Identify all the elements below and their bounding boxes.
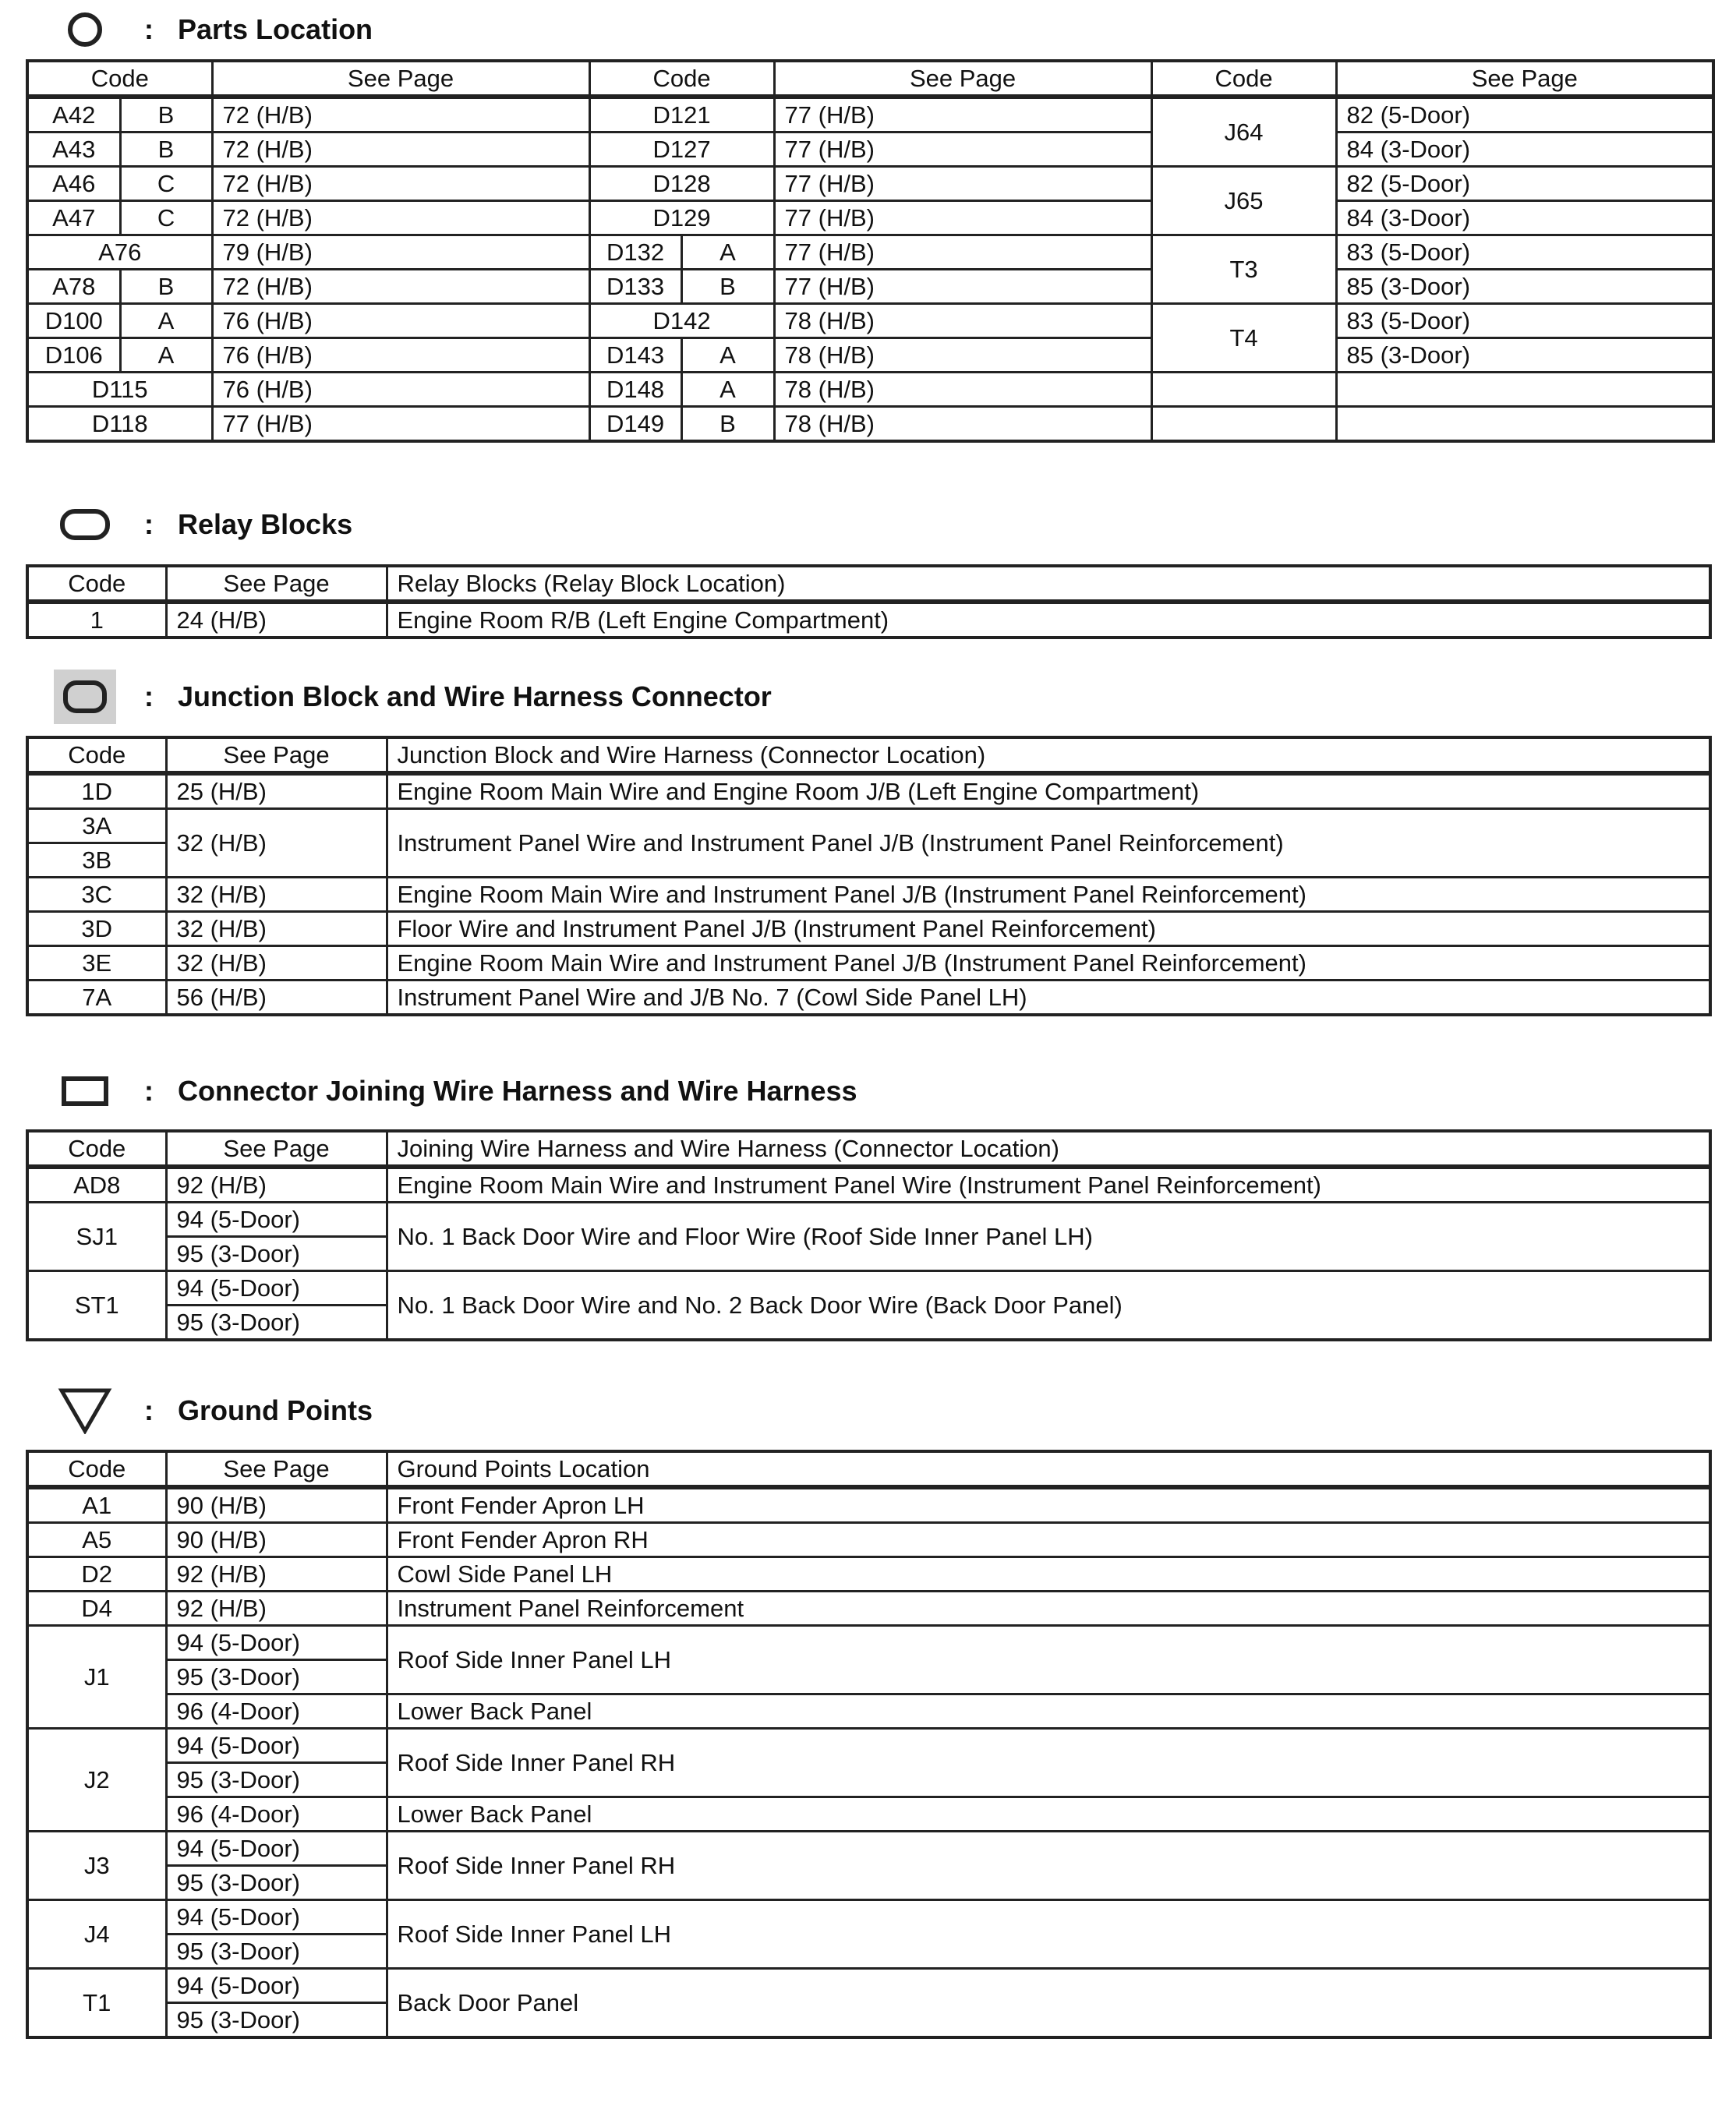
table-cell: 95 (3-Door) xyxy=(166,1306,387,1341)
triangle-down-icon xyxy=(54,1387,116,1434)
code-cell: D148 xyxy=(589,373,681,407)
header-location: Junction Block and Wire Harness (Connector Location) xyxy=(387,737,1710,773)
rounded-rectangle-icon xyxy=(54,501,116,548)
parts-location-table xyxy=(26,59,1715,443)
code-cell: A43 xyxy=(27,133,120,167)
section-title: Relay Blocks xyxy=(178,508,353,540)
code-cell: D127 xyxy=(589,133,774,167)
table-cell: 94 (5-Door) xyxy=(166,1729,387,1763)
see-page-cell: 85 (3-Door) xyxy=(1336,338,1713,373)
table-cell: Roof Side Inner Panel LH xyxy=(387,1900,1710,1969)
table-cell: 96 (4-Door) xyxy=(166,1694,387,1729)
table-row xyxy=(27,270,1713,304)
table-cell: 94 (5-Door) xyxy=(166,1626,387,1660)
code-cell: J64 xyxy=(1151,97,1336,167)
see-page-cell: 77 (H/B) xyxy=(212,407,589,442)
table-cell: 95 (3-Door) xyxy=(166,1237,387,1271)
header-code: Code xyxy=(27,566,166,602)
see-page-cell: 72 (H/B) xyxy=(212,201,589,235)
table-cell: 96 (4-Door) xyxy=(166,1797,387,1832)
sub-code-cell: A xyxy=(681,338,774,373)
table-cell: J4 xyxy=(27,1900,166,1969)
rectangle-icon xyxy=(54,1068,116,1115)
see-page-cell: 76 (H/B) xyxy=(212,373,589,407)
sub-code-cell: A xyxy=(681,235,774,270)
header-row xyxy=(27,737,1710,773)
code-cell: D121 xyxy=(589,97,774,133)
code-cell: D129 xyxy=(589,201,774,235)
code-cell: D142 xyxy=(589,304,774,338)
header-row xyxy=(27,1451,1710,1487)
table-cell: Cowl Side Panel LH xyxy=(387,1557,1710,1592)
see-page-cell: 78 (H/B) xyxy=(774,407,1151,442)
see-page-cell: 76 (H/B) xyxy=(212,304,589,338)
header-see-page: See Page xyxy=(166,1451,387,1487)
code-cell: A47 xyxy=(27,201,120,235)
table-cell: 92 (H/B) xyxy=(166,1557,387,1592)
see-page-cell: 77 (H/B) xyxy=(774,167,1151,201)
header-row xyxy=(27,566,1710,602)
table-cell: Roof Side Inner Panel RH xyxy=(387,1832,1710,1900)
table-row xyxy=(27,946,1710,981)
colon: : xyxy=(144,1394,154,1426)
see-page-cell: 82 (5-Door) xyxy=(1336,167,1713,201)
code-cell: D100 xyxy=(27,304,120,338)
table-row xyxy=(27,1271,1710,1306)
header-code: Code xyxy=(27,1131,166,1167)
table-cell: 95 (3-Door) xyxy=(166,1660,387,1694)
table-cell: 32 (H/B) xyxy=(166,912,387,946)
sub-code-cell: A xyxy=(120,304,212,338)
table-row xyxy=(27,373,1713,407)
header-code: Code xyxy=(27,737,166,773)
section-title: Parts Location xyxy=(178,13,373,45)
see-page-cell: 78 (H/B) xyxy=(774,338,1151,373)
see-page-cell: 78 (H/B) xyxy=(774,304,1151,338)
code-cell: A42 xyxy=(27,97,120,133)
table-cell: AD8 xyxy=(27,1167,166,1203)
table-cell: 25 (H/B) xyxy=(166,773,387,809)
connector-joining-table xyxy=(26,1129,1712,1341)
table-cell: Instrument Panel Reinforcement xyxy=(387,1592,1710,1626)
table-row xyxy=(27,1694,1710,1729)
sub-code-cell: C xyxy=(120,201,212,235)
code-cell xyxy=(1151,373,1336,407)
header-see-page: See Page xyxy=(1336,61,1713,97)
table-cell: 3A xyxy=(27,809,166,843)
header-code: Code xyxy=(589,61,774,97)
table-cell: 94 (5-Door) xyxy=(166,1969,387,2003)
header-location: Ground Points Location xyxy=(387,1451,1710,1487)
table-row xyxy=(27,1167,1710,1203)
code-cell: D115 xyxy=(27,373,212,407)
table-cell: 92 (H/B) xyxy=(166,1167,387,1203)
colon: : xyxy=(144,508,154,540)
header-see-page: See Page xyxy=(212,61,589,97)
table-row xyxy=(27,1557,1710,1592)
table-row xyxy=(27,133,1713,167)
see-page-cell: 77 (H/B) xyxy=(774,270,1151,304)
see-page-cell: 82 (5-Door) xyxy=(1336,97,1713,133)
table-cell: Lower Back Panel xyxy=(387,1797,1710,1832)
code-cell: D106 xyxy=(27,338,120,373)
table-cell: 90 (H/B) xyxy=(166,1487,387,1523)
table-row xyxy=(27,1626,1710,1660)
sub-code-cell: B xyxy=(681,270,774,304)
table-cell: Engine Room R/B (Left Engine Compartment) xyxy=(387,602,1710,638)
circle-icon xyxy=(54,6,116,53)
table-row xyxy=(27,167,1713,201)
code-cell: D143 xyxy=(589,338,681,373)
table-cell: No. 1 Back Door Wire and No. 2 Back Door Wire (Back Door Panel) xyxy=(387,1271,1710,1341)
shaded-rounded-square-icon xyxy=(54,670,116,724)
table-row xyxy=(27,338,1713,373)
table-cell: Instrument Panel Wire and J/B No. 7 (Cowl Side Panel LH) xyxy=(387,981,1710,1016)
table-cell: Front Fender Apron LH xyxy=(387,1487,1710,1523)
table-cell: No. 1 Back Door Wire and Floor Wire (Roof Side Inner Panel LH) xyxy=(387,1203,1710,1271)
table-row xyxy=(27,1969,1710,2003)
table-cell: 56 (H/B) xyxy=(166,981,387,1016)
header-see-page: See Page xyxy=(166,737,387,773)
table-cell: 3B xyxy=(27,843,166,878)
sub-code-cell: A xyxy=(681,373,774,407)
code-cell: A78 xyxy=(27,270,120,304)
code-cell: T4 xyxy=(1151,304,1336,373)
colon: : xyxy=(144,680,154,712)
header-code: Code xyxy=(27,61,212,97)
table-cell: Roof Side Inner Panel LH xyxy=(387,1626,1710,1694)
code-cell: T3 xyxy=(1151,235,1336,304)
table-row xyxy=(27,1797,1710,1832)
table-cell: Lower Back Panel xyxy=(387,1694,1710,1729)
see-page-cell: 77 (H/B) xyxy=(774,133,1151,167)
code-cell: D132 xyxy=(589,235,681,270)
table-cell: 3D xyxy=(27,912,166,946)
see-page-cell: 72 (H/B) xyxy=(212,133,589,167)
table-cell: 94 (5-Door) xyxy=(166,1271,387,1306)
code-cell: A76 xyxy=(27,235,212,270)
table-cell: 94 (5-Door) xyxy=(166,1900,387,1935)
ground-points-table xyxy=(26,1450,1712,2039)
section-title: Connector Joining Wire Harness and Wire Harness xyxy=(178,1075,857,1107)
colon: : xyxy=(144,13,154,45)
sub-code-cell: B xyxy=(120,270,212,304)
table-cell: Engine Room Main Wire and Engine Room J/B (Left Engine Compartment) xyxy=(387,773,1710,809)
table-cell: A1 xyxy=(27,1487,166,1523)
table-cell: Roof Side Inner Panel RH xyxy=(387,1729,1710,1797)
see-page-cell: 72 (H/B) xyxy=(212,97,589,133)
table-cell: 92 (H/B) xyxy=(166,1592,387,1626)
sub-code-cell: C xyxy=(120,167,212,201)
table-cell: 32 (H/B) xyxy=(166,878,387,912)
table-cell: J2 xyxy=(27,1729,166,1832)
table-cell: Engine Room Main Wire and Instrument Panel J/B (Instrument Panel Reinforcement) xyxy=(387,946,1710,981)
see-page-cell: 79 (H/B) xyxy=(212,235,589,270)
table-row xyxy=(27,981,1710,1016)
table-cell: Front Fender Apron RH xyxy=(387,1523,1710,1557)
code-cell: D128 xyxy=(589,167,774,201)
see-page-cell: 72 (H/B) xyxy=(212,167,589,201)
header-code: Code xyxy=(1151,61,1336,97)
table-cell: 24 (H/B) xyxy=(166,602,387,638)
table-row xyxy=(27,1592,1710,1626)
header-location: Joining Wire Harness and Wire Harness (Connector Location) xyxy=(387,1131,1710,1167)
table-row xyxy=(27,1832,1710,1866)
see-page-cell: 85 (3-Door) xyxy=(1336,270,1713,304)
see-page-cell: 83 (5-Door) xyxy=(1336,304,1713,338)
table-cell: SJ1 xyxy=(27,1203,166,1271)
see-page-cell: 77 (H/B) xyxy=(774,201,1151,235)
relay-blocks-table xyxy=(26,564,1712,639)
section-title: Ground Points xyxy=(178,1394,373,1426)
table-cell: T1 xyxy=(27,1969,166,2038)
table-row xyxy=(27,1523,1710,1557)
table-cell: 32 (H/B) xyxy=(166,946,387,981)
header-see-page: See Page xyxy=(166,1131,387,1167)
table-row xyxy=(27,201,1713,235)
table-row xyxy=(27,912,1710,946)
table-cell: Instrument Panel Wire and Instrument Panel J/B (Instrument Panel Reinforcement) xyxy=(387,809,1710,878)
table-cell: 95 (3-Door) xyxy=(166,1935,387,1969)
code-cell: A46 xyxy=(27,167,120,201)
see-page-cell: 77 (H/B) xyxy=(774,97,1151,133)
table-cell: D4 xyxy=(27,1592,166,1626)
header-see-page: See Page xyxy=(774,61,1151,97)
table-cell: 1D xyxy=(27,773,166,809)
sub-code-cell: B xyxy=(120,97,212,133)
table-row xyxy=(27,878,1710,912)
code-cell xyxy=(1151,407,1336,442)
table-cell: J1 xyxy=(27,1626,166,1729)
table-row xyxy=(27,407,1713,442)
table-cell: J3 xyxy=(27,1832,166,1900)
see-page-cell xyxy=(1336,373,1713,407)
see-page-cell: 84 (3-Door) xyxy=(1336,201,1713,235)
table-cell: ST1 xyxy=(27,1271,166,1341)
table-row xyxy=(27,602,1710,638)
table-cell: D2 xyxy=(27,1557,166,1592)
table-cell: A5 xyxy=(27,1523,166,1557)
table-row xyxy=(27,1900,1710,1935)
sub-code-cell: B xyxy=(120,133,212,167)
table-cell: 94 (5-Door) xyxy=(166,1203,387,1237)
section-title: Junction Block and Wire Harness Connector xyxy=(178,680,772,712)
table-cell: Floor Wire and Instrument Panel J/B (Instrument Panel Reinforcement) xyxy=(387,912,1710,946)
header-see-page: See Page xyxy=(166,566,387,602)
header-location: Relay Blocks (Relay Block Location) xyxy=(387,566,1710,602)
see-page-cell: 72 (H/B) xyxy=(212,270,589,304)
code-cell: D118 xyxy=(27,407,212,442)
table-cell: 95 (3-Door) xyxy=(166,1866,387,1900)
sub-code-cell: B xyxy=(681,407,774,442)
see-page-cell: 77 (H/B) xyxy=(774,235,1151,270)
table-row xyxy=(27,1487,1710,1523)
table-cell: Back Door Panel xyxy=(387,1969,1710,2038)
header-row xyxy=(27,61,1713,97)
table-row xyxy=(27,235,1713,270)
code-cell: J65 xyxy=(1151,167,1336,235)
table-cell: 94 (5-Door) xyxy=(166,1832,387,1866)
see-page-cell: 84 (3-Door) xyxy=(1336,133,1713,167)
table-cell: 3C xyxy=(27,878,166,912)
table-cell: 95 (3-Door) xyxy=(166,1763,387,1797)
table-row xyxy=(27,304,1713,338)
junction-block-table xyxy=(26,736,1712,1016)
table-cell: 3E xyxy=(27,946,166,981)
sub-code-cell: A xyxy=(120,338,212,373)
table-cell: Engine Room Main Wire and Instrument Panel J/B (Instrument Panel Reinforcement) xyxy=(387,878,1710,912)
table-cell: 95 (3-Door) xyxy=(166,2003,387,2038)
table-cell: 90 (H/B) xyxy=(166,1523,387,1557)
see-page-cell: 83 (5-Door) xyxy=(1336,235,1713,270)
table-cell: Engine Room Main Wire and Instrument Panel Wire (Instrument Panel Reinforcement) xyxy=(387,1167,1710,1203)
table-row xyxy=(27,97,1713,133)
table-cell: 32 (H/B) xyxy=(166,809,387,878)
see-page-cell: 76 (H/B) xyxy=(212,338,589,373)
table-row xyxy=(27,773,1710,809)
header-row xyxy=(27,1131,1710,1167)
table-row xyxy=(27,809,1710,843)
code-cell: D149 xyxy=(589,407,681,442)
table-cell: 1 xyxy=(27,602,166,638)
table-cell: 7A xyxy=(27,981,166,1016)
table-row xyxy=(27,1203,1710,1237)
see-page-cell: 78 (H/B) xyxy=(774,373,1151,407)
colon: : xyxy=(144,1075,154,1107)
code-cell: D133 xyxy=(589,270,681,304)
header-code: Code xyxy=(27,1451,166,1487)
see-page-cell xyxy=(1336,407,1713,442)
table-row xyxy=(27,1729,1710,1763)
